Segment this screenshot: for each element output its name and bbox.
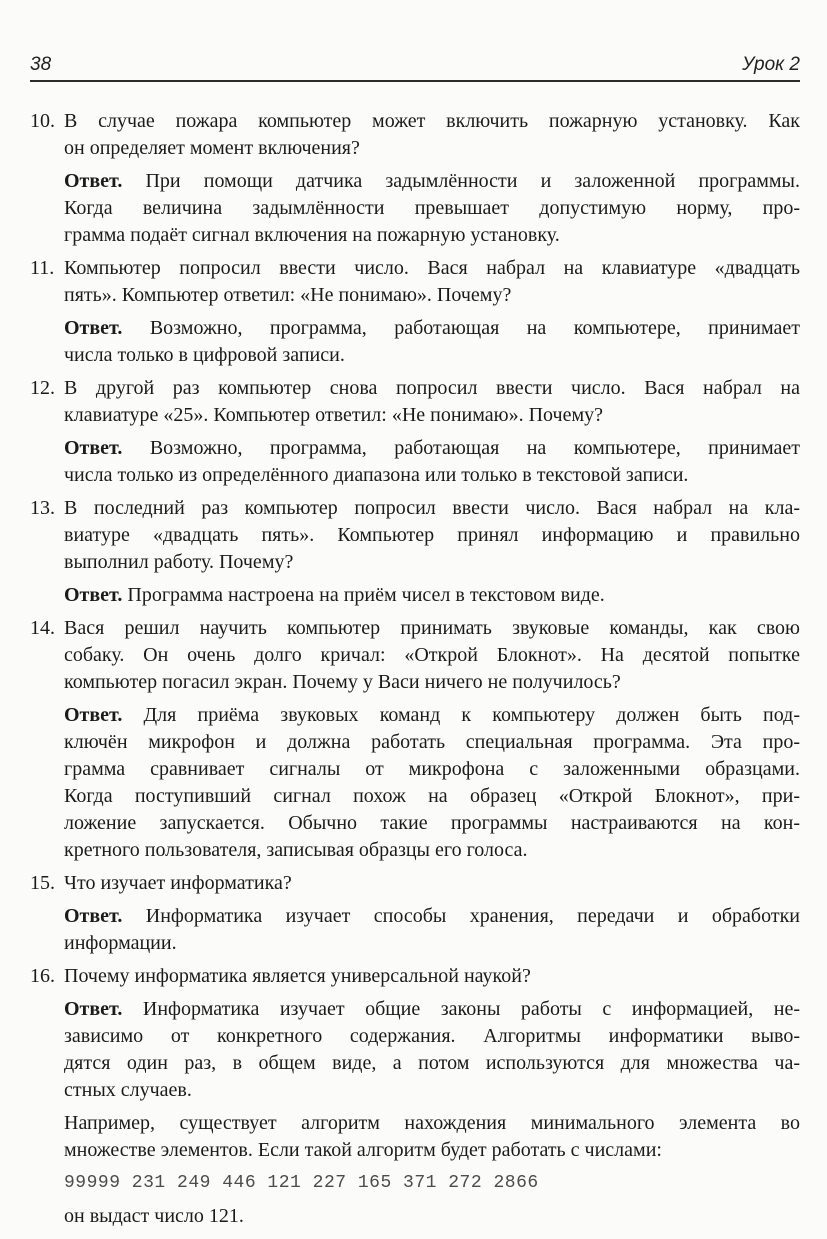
text-line: выполнил работу. Почему? [64, 551, 294, 573]
page-number: 38 [30, 54, 52, 75]
exercise-item [30, 963, 800, 1230]
text-line: Ответ. При помощи датчика задымлённости и заложенной программы. [64, 170, 800, 192]
text-line: информации. [64, 932, 177, 954]
text-line: Например, существует алгоритм нахождения минимального элемента во [64, 1112, 800, 1134]
text-line: ложение запускается. Обычно такие программы настраиваются на кон- [64, 812, 800, 834]
item-number: 15. [30, 872, 55, 894]
text-line: виатуре «двадцать пять». Компьютер принял информацию и правильно [64, 524, 800, 546]
text-line: Ответ. Информатика изучает общие законы работы с информацией, не- [64, 998, 800, 1020]
text-line: он определяет момент включения? [64, 137, 360, 159]
text-line: компьютер погасил экран. Почему у Васи ничего не получилось? [64, 671, 621, 693]
answer-block [64, 315, 800, 369]
question-block [64, 255, 800, 309]
exercise-item [30, 255, 800, 369]
item-number: 14. [30, 617, 55, 639]
question-block [64, 615, 800, 696]
text-line: Почему информатика является универсальной наукой? [64, 965, 531, 987]
answer-label: Ответ. [64, 584, 123, 606]
text-line: грамма подаёт сигнал включения на пожарную установку. [64, 224, 560, 246]
text-line: Вася решил научить компьютер принимать звуковые команды, как свою [64, 617, 800, 639]
question-block [64, 963, 800, 990]
question-block [64, 108, 800, 162]
exercise-item [30, 615, 800, 864]
text-line: В случае пожара компьютер может включить пожарную установку. Как [64, 110, 800, 132]
exercise-item [30, 375, 800, 489]
text-line: ключён микрофон и должна работать специальная программа. Эта про- [64, 731, 800, 753]
text-line: 99999 231 249 446 121 227 165 371 272 2866 [64, 1173, 539, 1193]
text-line: Ответ. Для приёма звуковых команд к компьютеру должен быть под- [64, 704, 800, 726]
text-line: Когда величина задымлённости превышает допустимую норму, про- [64, 197, 800, 219]
item-number: 16. [30, 965, 55, 987]
item-number: 12. [30, 377, 55, 399]
text-line: Ответ. Возможно, программа, работающая на компьютере, принимает [64, 437, 800, 459]
text-line: Когда поступивший сигнал похож на образец «Открой Блокнот», при- [64, 785, 800, 807]
answer-block [64, 435, 800, 489]
answer-block [64, 168, 800, 249]
answer-label: Ответ. [64, 317, 123, 339]
answer-label: Ответ. [64, 704, 123, 726]
question-block [64, 495, 800, 576]
text-line: Ответ. Возможно, программа, работающая на компьютере, принимает [64, 317, 800, 339]
item-number: 10. [30, 110, 55, 132]
answer-label: Ответ. [64, 998, 123, 1020]
text-line: Что изучает информатика? [64, 872, 292, 894]
text-line: клавиатуре «25». Компьютер ответил: «Не понимаю». Почему? [64, 404, 603, 426]
item-number: 13. [30, 497, 55, 519]
lesson-label: Урок 2 [742, 54, 800, 75]
answer-block [64, 582, 800, 609]
para-block [64, 1203, 800, 1230]
text-line: пять». Компьютер ответил: «Не понимаю». Почему? [64, 284, 512, 306]
answer-label: Ответ. [64, 170, 123, 192]
text-line: В последний раз компьютер попросил ввести число. Вася набрал на кла- [64, 497, 800, 519]
content [30, 108, 800, 1230]
answer-label: Ответ. [64, 437, 123, 459]
page-header [30, 0, 800, 82]
text-line: Ответ. Программа настроена на приём чисел в текстовом виде. [64, 584, 605, 606]
text-line: дятся один раз, в общем виде, а потом используются для множества ча- [64, 1052, 800, 1074]
text-line: Ответ. Информатика изучает способы хранения, передачи и обработки [64, 905, 800, 927]
text-line: зависимо от конкретного содержания. Алгоритмы информатики выво- [64, 1025, 800, 1047]
text-line: Компьютер попросил ввести число. Вася набрал на клавиатуре «двадцать [64, 257, 800, 279]
text-line: множестве элементов. Если такой алгоритм будет работать с числами: [64, 1139, 662, 1161]
exercise-item [30, 495, 800, 609]
mono-block [64, 1170, 800, 1197]
text-line: В другой раз компьютер снова попросил ввести число. Вася набрал на [64, 377, 800, 399]
item-number: 11. [30, 257, 55, 279]
text-line: грамма сравнивает сигналы от микрофона с заложенными образцами. [64, 758, 800, 780]
answer-block [64, 996, 800, 1104]
text-line: числа только в цифровой записи. [64, 344, 345, 366]
text-line: он выдаст число 121. [64, 1205, 244, 1227]
answer-block [64, 702, 800, 864]
text-line: стных случаев. [64, 1079, 192, 1101]
exercise-item [30, 108, 800, 249]
text-line: кретного пользователя, записывая образцы его голоса. [64, 839, 528, 861]
text-line: числа только из определённого диапазона или только в текстовой записи. [64, 464, 689, 486]
para-block [64, 1110, 800, 1164]
text-line: собаку. Он очень долго кричал: «Открой Блокнот». На десятой попытке [64, 644, 800, 666]
answer-label: Ответ. [64, 905, 123, 927]
exercise-item [30, 870, 800, 957]
question-block [64, 870, 800, 897]
question-block [64, 375, 800, 429]
answer-block [64, 903, 800, 957]
